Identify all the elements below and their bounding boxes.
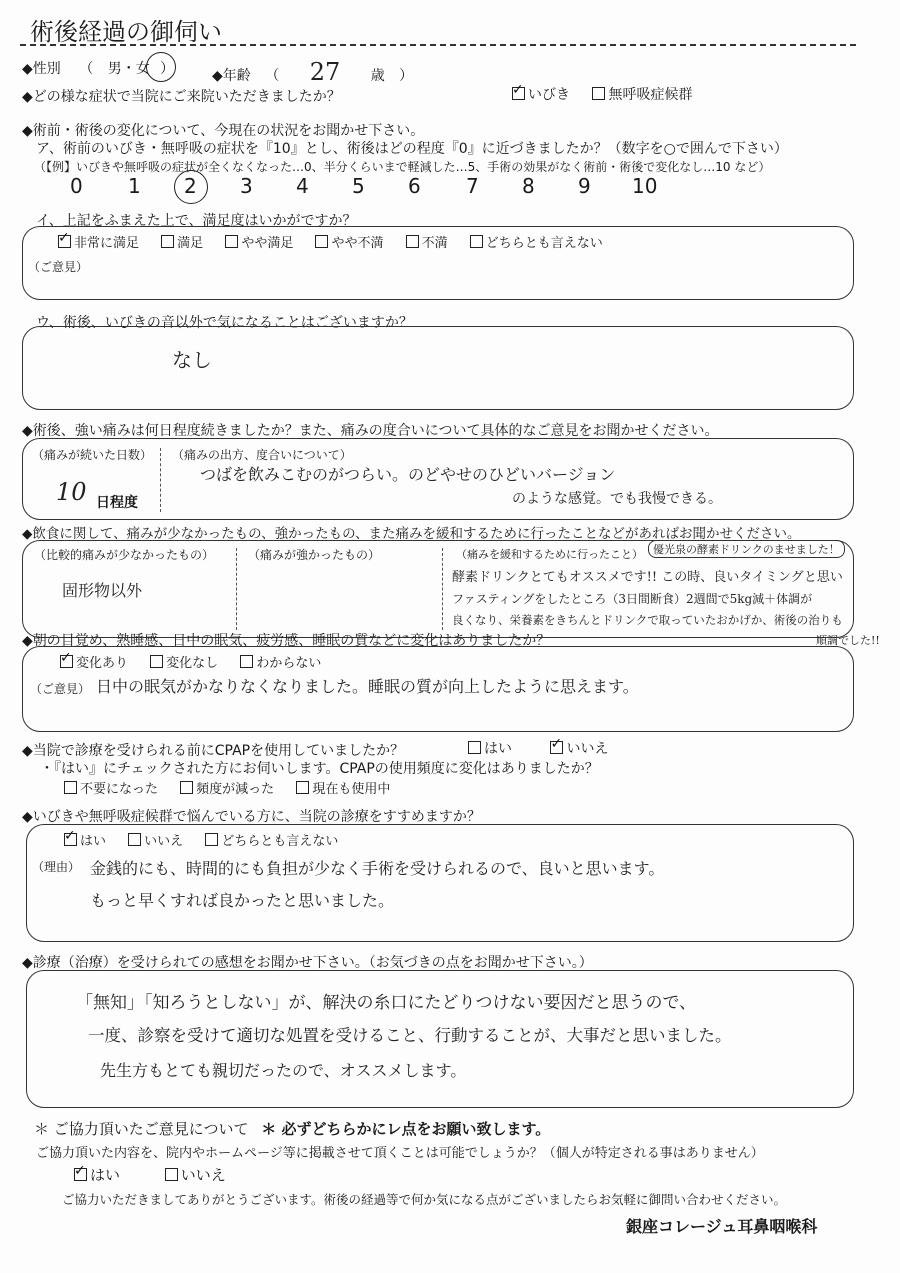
checkbox-publish-yes[interactable] xyxy=(74,1168,87,1181)
footer-question: ご協力頂いた内容を、院内やホームページ等に掲載させて頂くことは可能でしょうか？（個人が特定される事はありません） xyxy=(36,1146,764,1161)
food-relief-line2[interactable]: ファスティングをしたところ（3日間断食）2週間で5kg減＋体調が xyxy=(452,592,813,606)
option-cpap-yes-label: はい xyxy=(484,741,512,757)
option-apnea[interactable] xyxy=(592,87,692,103)
recommend-options xyxy=(64,830,356,849)
impression-line2[interactable]: 一度、診察を受けて適切な処置を受けること、行動することが、大事だと思いました。 xyxy=(88,1026,732,1045)
title-underline xyxy=(20,44,856,46)
satisfaction-options xyxy=(58,232,621,251)
option-snoring-label: いびき xyxy=(528,87,570,103)
pain-days-label: （痛みが続いた日数） xyxy=(32,448,153,462)
option-changed[interactable] xyxy=(60,656,128,671)
scale-8[interactable]: 8 xyxy=(522,174,535,198)
option-recommend-yes-label: はい xyxy=(80,834,107,849)
option-no-change[interactable] xyxy=(150,656,218,671)
option-no-change-label: 変化なし xyxy=(166,656,219,671)
gender-close-paren: ） xyxy=(160,61,175,77)
checkbox-cpap-no[interactable] xyxy=(550,741,563,754)
symptom-options xyxy=(512,84,710,104)
change-question-a: ア、術前のいびき・無呼吸の症状を『10』とし、術後はどの程度『0』に近づきましたか？（数字を○で囲んで下さい） xyxy=(36,141,788,157)
option-less-frequent[interactable] xyxy=(180,782,274,797)
food-relief-label: （痛みを緩和するために行ったこと） xyxy=(456,548,643,561)
option-somewhat-satisfied-label: やや満足 xyxy=(241,236,294,251)
gender-female[interactable]: 女 xyxy=(135,61,150,77)
pain-question: ◆術後、強い痛みは何日程度続きましたか？また、痛みの度合いについて具体的なご意見をお聞かせください。 xyxy=(22,423,719,439)
option-still-using-label: 現在も使用中 xyxy=(312,782,391,797)
checkbox-apnea[interactable] xyxy=(592,87,605,100)
option-cpap-no[interactable] xyxy=(550,741,608,757)
scale-selected-circle xyxy=(174,170,208,204)
option-very-satisfied[interactable] xyxy=(58,236,139,251)
impression-question: ◆診療（治療）を受けられての感想をお聞かせ下さい。（お気づきの点をお聞かせ下さい。） xyxy=(22,955,593,971)
option-recommend-no[interactable] xyxy=(128,834,183,849)
scale-3[interactable]: 3 xyxy=(240,174,253,198)
age-unit: 歳 xyxy=(370,68,385,84)
morning-comment-label: （ご意見） xyxy=(30,682,91,696)
food-strong-label: （痛みが強かったもの） xyxy=(248,548,381,562)
satisfaction-question: イ、上記をふまえた上で、満足度はいかがですか？ xyxy=(36,213,357,229)
checkbox-not-needed[interactable] xyxy=(64,781,77,794)
option-publish-yes[interactable] xyxy=(74,1166,120,1184)
pain-detail-line2[interactable]: のような感覚。でも我慢できる。 xyxy=(512,491,722,507)
recommend-question: ◆いびきや無呼吸症候群で悩んでいる方に、当院の診療をすすめますか？ xyxy=(22,809,481,825)
age-close-paren: ） xyxy=(399,68,414,84)
option-recommend-no-label: いいえ xyxy=(144,834,184,849)
gender-male[interactable]: 男 xyxy=(107,61,122,77)
change-example: （【例】いびきや無呼吸の症状が全くなくなった…0、半分くらいまで軽減した…5、手術の効果がなく術前・術後で変化なし…10 など） xyxy=(34,160,771,174)
checkbox-somewhat-dissatisfied[interactable] xyxy=(315,235,328,248)
impression-line3[interactable]: 先生方もとても親切だったので、オススメします。 xyxy=(100,1061,467,1080)
recommend-reason-line1[interactable]: 金銭的にも、時間的にも負担が少なく手術を受けられるので、良いと思います。 xyxy=(90,859,665,878)
option-cpap-no-label: いいえ xyxy=(566,741,609,757)
other-concern-answer[interactable]: なし xyxy=(172,348,212,372)
food-less-value[interactable]: 固形物以外 xyxy=(62,581,143,600)
scale-5[interactable]: 5 xyxy=(352,174,365,198)
scale-10[interactable]: 10 xyxy=(632,174,658,198)
gender-separator: ・ xyxy=(121,61,136,77)
checkbox-recommend-yes[interactable] xyxy=(64,833,77,846)
morning-options xyxy=(60,652,339,671)
recommend-reason-line2[interactable]: もっと早くすれば良かったと思いました。 xyxy=(90,891,395,910)
checkbox-less-frequent[interactable] xyxy=(180,781,193,794)
option-very-satisfied-label: 非常に満足 xyxy=(74,236,140,251)
option-publish-yes-label: はい xyxy=(90,1166,121,1184)
footer-heading-2: ＊ 必ずどちらかにレ点をお願い致します。 xyxy=(261,1120,551,1138)
option-snoring[interactable] xyxy=(512,87,570,103)
option-still-using[interactable] xyxy=(296,782,390,797)
checkbox-publish-no[interactable] xyxy=(165,1168,178,1181)
food-question: ◆飲食に関して、痛みが少なかったもの、強かったもの、また痛みを緩和するために行ったことなどがあればお聞かせください。 xyxy=(22,526,801,542)
recommend-reason-label: （理由） xyxy=(32,860,81,874)
age-label: ◆年齢 xyxy=(212,68,251,84)
option-neutral-label: どちらとも言えない xyxy=(485,236,603,251)
checkbox-somewhat-satisfied[interactable] xyxy=(225,235,238,248)
food-relief-line4[interactable]: 順調でした!! xyxy=(816,634,880,647)
option-dont-know[interactable] xyxy=(240,656,321,671)
option-satisfied-label: 満足 xyxy=(177,236,204,251)
age-value[interactable]: 27 xyxy=(309,58,341,86)
other-concern-question: ウ、術後、いびきの音以外で気になることはございますか？ xyxy=(36,315,413,331)
impression-line1[interactable]: 「無知」「知ろうとしない」が、解決の糸口にたどりつけない要因だと思うので、 xyxy=(76,993,697,1013)
scale-4[interactable]: 4 xyxy=(296,174,309,198)
cpap-sub-options xyxy=(64,778,408,797)
pain-days-value[interactable]: 10 xyxy=(56,478,87,506)
option-dissatisfied-label: 不満 xyxy=(421,236,448,251)
checkbox-satisfied[interactable] xyxy=(161,235,174,248)
checkbox-changed[interactable] xyxy=(60,655,73,668)
scale-1[interactable]: 1 xyxy=(128,174,141,198)
option-apnea-label: 無呼吸症候群 xyxy=(608,87,693,103)
scale-0[interactable]: 0 xyxy=(70,174,83,198)
cpap-options xyxy=(468,738,626,758)
gender-open-paren: （ xyxy=(79,61,94,77)
pain-detail-line1[interactable]: つばを飲みこむのがつらい。のどやせのひどいバージョン xyxy=(200,465,616,484)
checkbox-very-satisfied[interactable] xyxy=(58,235,71,248)
food-divider-2 xyxy=(442,548,443,630)
food-relief-line1[interactable]: 酵素ドリンクとてもオススメです!! この時、良いタイミングと思い xyxy=(452,570,843,585)
checkbox-neutral[interactable] xyxy=(470,235,483,248)
food-divider-1 xyxy=(236,548,237,630)
option-publish-no-label: いいえ xyxy=(180,1166,226,1184)
change-heading: ◆術前・術後の変化について、今現在の状況をお聞かせ下さい。 xyxy=(22,123,425,139)
option-publish-no[interactable] xyxy=(165,1166,226,1184)
scale-2[interactable]: 2 xyxy=(184,174,197,198)
option-dissatisfied[interactable] xyxy=(406,236,448,251)
option-recommend-yes[interactable] xyxy=(64,834,106,849)
pain-divider xyxy=(160,448,161,512)
other-concern-box xyxy=(22,326,854,410)
pain-days-unit: 日程度 xyxy=(96,495,138,511)
footer-heading xyxy=(34,1118,550,1139)
checkbox-recommend-no[interactable] xyxy=(128,833,141,846)
option-recommend-neutral-label: どちらとも言えない xyxy=(221,834,339,849)
morning-question: ◆朝の目覚め、熟睡感、日中の眠気、疲労感、睡眠の質などに変化はありましたか？ xyxy=(22,633,551,649)
option-not-needed[interactable] xyxy=(64,782,158,797)
checkbox-cpap-yes[interactable] xyxy=(468,741,481,754)
age-open-paren: （ xyxy=(265,68,280,84)
option-neutral[interactable] xyxy=(470,236,603,251)
food-relief-line3[interactable]: 良くなり、栄養素をきちんとドリンクで取っていたおかげか、術後の治りも xyxy=(452,613,843,627)
checkbox-snoring[interactable] xyxy=(512,87,525,100)
option-somewhat-satisfied[interactable] xyxy=(225,236,293,251)
gender-selected-circle xyxy=(146,52,176,82)
option-recommend-neutral[interactable] xyxy=(205,834,338,849)
option-satisfied[interactable] xyxy=(161,236,203,251)
checkbox-dissatisfied[interactable] xyxy=(406,235,419,248)
option-cpap-yes[interactable] xyxy=(468,741,512,757)
option-not-needed-label: 不要になった xyxy=(80,782,159,797)
checkbox-no-change[interactable] xyxy=(150,655,163,668)
footer-heading-1: ＊ ご協力頂いたご意見について xyxy=(34,1120,249,1138)
option-changed-label: 変化あり xyxy=(76,656,129,671)
cpap-sub-question: ・『はい』にチェックされた方にお伺いします。CPAPの使用頻度に変化はありましたか？ xyxy=(40,761,599,777)
page-title: 術後経過の御伺い xyxy=(30,18,222,46)
cpap-question: ◆当院で診療を受けられる前にCPAPを使用していましたか？ xyxy=(22,743,405,759)
option-somewhat-dissatisfied[interactable] xyxy=(315,236,383,251)
footer-thanks: ご協力いただきましてありがとうございます。術後の経過等で何か気になる点がございましたらお気軽に御問い合わせください。 xyxy=(62,1192,787,1207)
clinic-name: 銀座コレージュ耳鼻咽喉科 xyxy=(626,1217,818,1236)
checkbox-recommend-neutral[interactable] xyxy=(205,833,218,846)
footer-options xyxy=(74,1164,244,1185)
symptom-question: ◆どの様な症状で当院にご来院いただきましたか？ xyxy=(22,89,341,105)
checkbox-still-using[interactable] xyxy=(296,781,309,794)
option-somewhat-dissatisfied-label: やや不満 xyxy=(331,236,384,251)
scale-7[interactable]: 7 xyxy=(466,174,479,198)
age-row xyxy=(212,58,413,86)
scale-6[interactable]: 6 xyxy=(408,174,421,198)
food-less-label: （比較的痛みが少なかったもの） xyxy=(34,548,215,562)
satisfaction-comment-label: （ご意見） xyxy=(28,260,89,274)
morning-comment[interactable]: 日中の眠気がかなりなくなりました。睡眠の質が向上したように思えます。 xyxy=(96,677,639,696)
gender-label: ◆性別 xyxy=(22,61,61,77)
food-relief-note[interactable]: 優光泉の酵素ドリンクのませました！ xyxy=(648,540,845,558)
scale-9[interactable]: 9 xyxy=(578,174,591,198)
option-less-frequent-label: 頻度が減った xyxy=(196,782,275,797)
checkbox-dont-know[interactable] xyxy=(240,655,253,668)
pain-detail-label: （痛みの出方、度合いについて） xyxy=(172,448,352,462)
option-dont-know-label: わからない xyxy=(256,656,322,671)
